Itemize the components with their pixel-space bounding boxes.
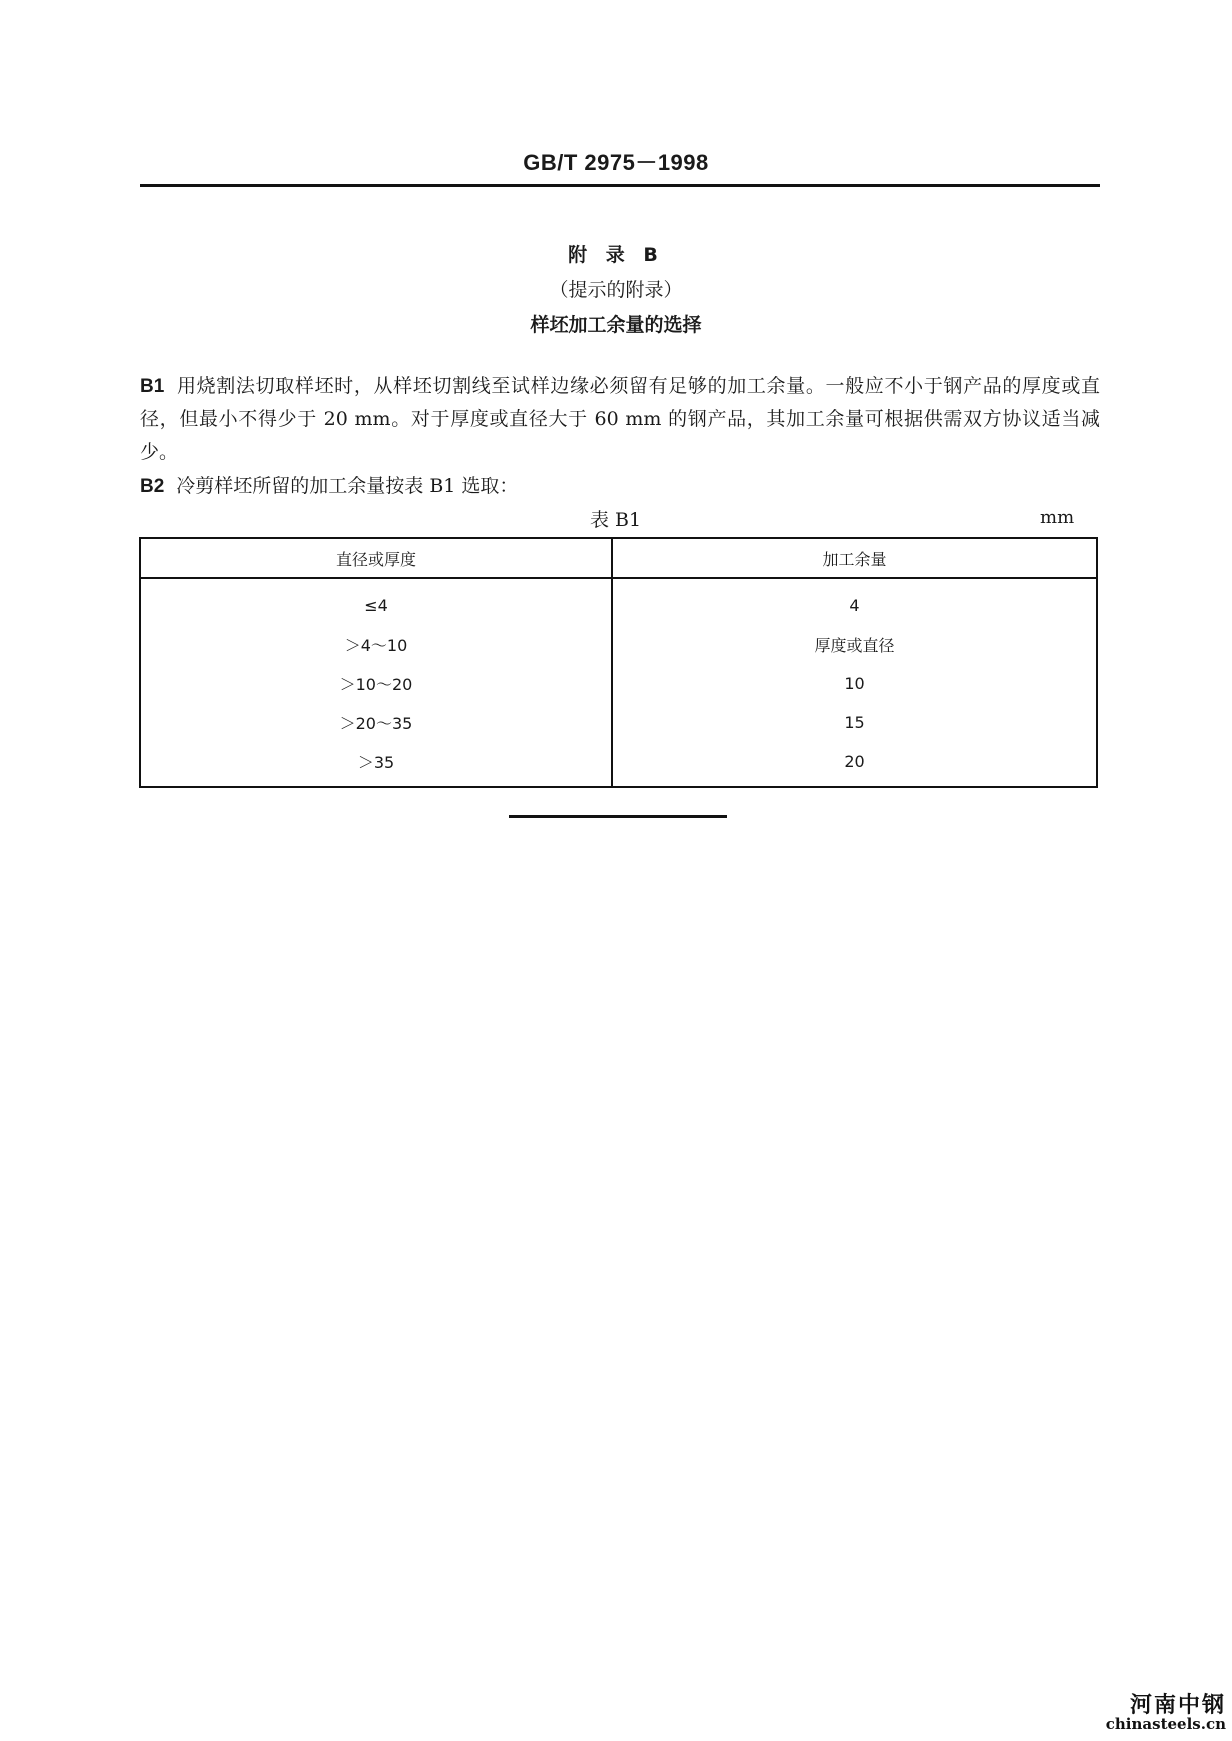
table-cell: 厚度或直径 xyxy=(814,636,895,655)
table-cell: 15 xyxy=(844,713,865,732)
clause-text: 用烧割法切取样坯时，从样坯切割线至试样边缘必须留有足够的加工余量。一般应不小于钢产品的厚度或直径，但最小不得少于 20 mm。对于厚度或直径大于 60 mm 的钢产品，其加工余量可根据供需双方协议适当减少。 xyxy=(140,375,1100,463)
clause-number: B1 xyxy=(140,376,165,397)
table-row xyxy=(140,578,1097,625)
allowance-table xyxy=(139,537,1098,788)
table-row xyxy=(140,742,1097,787)
table-unit: mm xyxy=(1040,507,1075,528)
table-cell: 20 xyxy=(844,752,865,771)
table-cell: 10 xyxy=(844,674,865,693)
watermark-cn: 河南中钢 xyxy=(1129,1692,1226,1719)
table-cell: 4 xyxy=(849,596,860,615)
clause-text: 冷剪样坯所留的加工余量按表 B1 选取： xyxy=(176,475,519,497)
table-row xyxy=(140,703,1097,742)
watermark-en: chinasteels.cn xyxy=(1105,1715,1226,1734)
appendix-subtitle: （提示的附录） xyxy=(549,279,683,301)
clause-b2 xyxy=(140,470,1100,503)
table-header-row xyxy=(140,538,1097,578)
column-header-allowance: 加工余量 xyxy=(612,538,1097,578)
table-cell: ＞35 xyxy=(140,742,612,787)
appendix-topic: 样坯加工余量的选择 xyxy=(530,314,702,336)
table-cell: ≤4 xyxy=(140,578,612,625)
table-caption: 表 B1 xyxy=(590,509,642,531)
watermark-logo xyxy=(1106,1694,1226,1733)
end-rule xyxy=(509,815,727,818)
table-row xyxy=(140,625,1097,664)
standard-number-header: GB/T 2975－1998 xyxy=(523,150,709,175)
clause-b1 xyxy=(140,370,1100,469)
table-cell: ＞20～35 xyxy=(140,703,612,742)
table-row xyxy=(140,664,1097,703)
clause-number: B2 xyxy=(140,476,165,497)
column-header-diameter: 直径或厚度 xyxy=(140,538,612,578)
appendix-title: 附 录 B xyxy=(568,244,664,266)
table-cell: ＞10～20 xyxy=(140,664,612,703)
header-rule xyxy=(140,184,1100,187)
table-cell: ＞4～10 xyxy=(140,625,612,664)
